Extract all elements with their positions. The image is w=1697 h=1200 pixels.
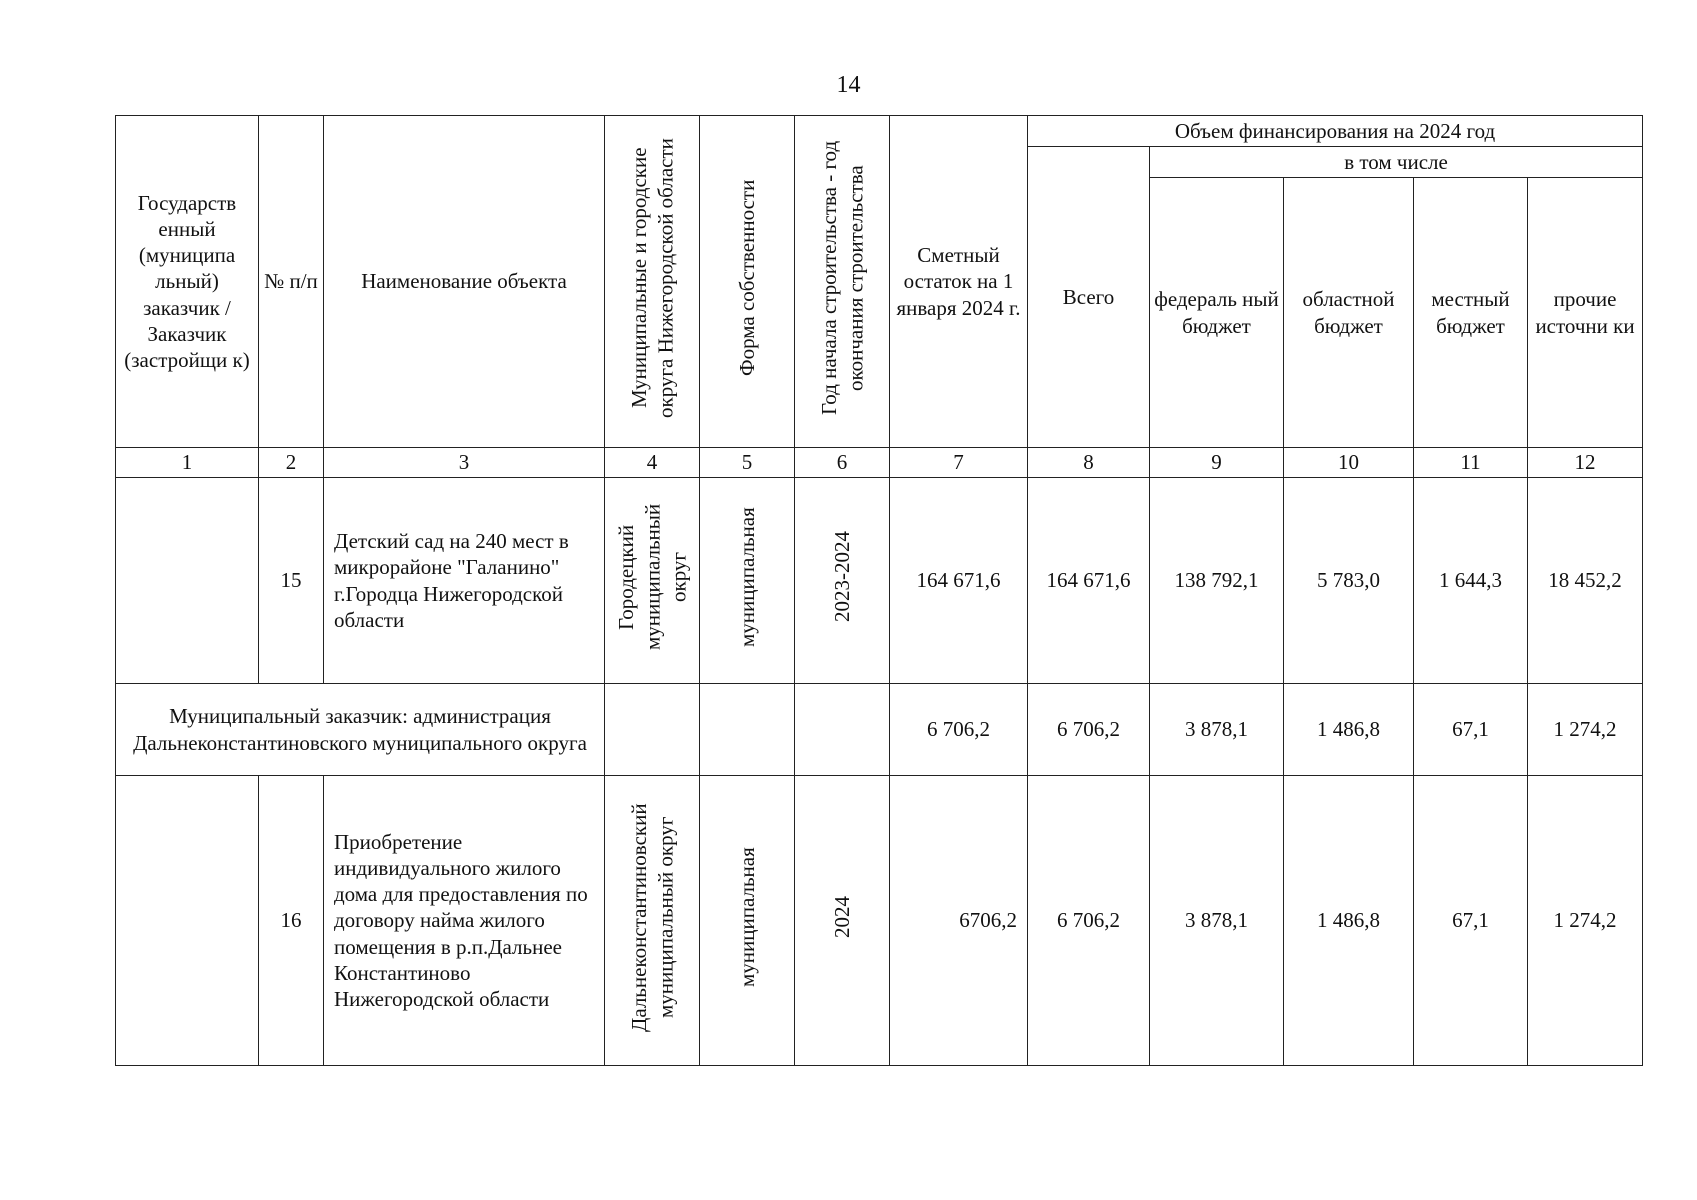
header-number: № п/п xyxy=(259,116,324,448)
table-row xyxy=(116,776,1643,1066)
header-balance: Сметный остаток на 1 января 2024 г. xyxy=(890,116,1028,448)
header-customer: Государств енный (муниципа льный) заказчик / Заказчик (застройщи к) xyxy=(116,116,259,448)
empty-cell xyxy=(700,684,795,776)
customer-group-row xyxy=(116,684,1643,776)
column-number: 10 xyxy=(1284,448,1414,478)
column-number: 11 xyxy=(1414,448,1528,478)
column-number: 8 xyxy=(1028,448,1150,478)
row-years xyxy=(795,478,890,684)
customer-group-name: Муниципальный заказчик: администрация Дальнеконстантиновского муниципального округа xyxy=(116,684,605,776)
row-balance: 164 671,6 xyxy=(890,478,1028,684)
row-balance: 6706,2 xyxy=(890,776,1028,1066)
header-other: прочие источни ки xyxy=(1528,178,1643,448)
row-regional: 5 783,0 xyxy=(1284,478,1414,684)
group-other: 1 274,2 xyxy=(1528,684,1643,776)
group-regional: 1 486,8 xyxy=(1284,684,1414,776)
row-ownership-text: муниципальная xyxy=(734,507,759,648)
column-number: 9 xyxy=(1150,448,1284,478)
row-other: 18 452,2 xyxy=(1528,478,1643,684)
column-number: 12 xyxy=(1528,448,1643,478)
header-row-1 xyxy=(116,116,1643,147)
group-local: 67,1 xyxy=(1414,684,1528,776)
header-years-text: Год начала строительства - год окончания строительства xyxy=(816,141,867,416)
row-number: 16 xyxy=(259,776,324,1066)
row-years xyxy=(795,776,890,1066)
row-ownership xyxy=(700,478,795,684)
row-customer xyxy=(116,776,259,1066)
column-number: 1 xyxy=(116,448,259,478)
row-federal: 138 792,1 xyxy=(1150,478,1284,684)
column-numbers-row xyxy=(116,448,1643,478)
row-district-text: Городецкий муниципальный округ xyxy=(613,504,691,651)
group-balance: 6 706,2 xyxy=(890,684,1028,776)
header-district-text: Муниципальные и городские округа Нижегородской области xyxy=(626,138,677,419)
row-ownership-text: муниципальная xyxy=(734,847,759,988)
row-district xyxy=(605,478,700,684)
financing-table xyxy=(115,115,1643,1066)
column-number: 6 xyxy=(795,448,890,478)
header-total: Всего xyxy=(1028,147,1150,448)
header-district xyxy=(605,116,700,448)
header-funding-group: Объем финансирования на 2024 год xyxy=(1028,116,1643,147)
header-federal: федераль ный бюджет xyxy=(1150,178,1284,448)
header-ownership xyxy=(700,116,795,448)
row-object-name: Приобретение индивидуального жилого дома для предоставления по договору найма жилого помещения в р.п.Дальнее Константиново Нижегородской области xyxy=(324,776,605,1066)
row-federal: 3 878,1 xyxy=(1150,776,1284,1066)
row-other: 1 274,2 xyxy=(1528,776,1643,1066)
column-number: 4 xyxy=(605,448,700,478)
empty-cell xyxy=(605,684,700,776)
row-years-text: 2024 xyxy=(829,896,854,939)
column-number: 2 xyxy=(259,448,324,478)
row-customer xyxy=(116,478,259,684)
row-district xyxy=(605,776,700,1066)
row-years-text: 2023-2024 xyxy=(829,531,854,623)
row-object-name: Детский сад на 240 мест в микрорайоне "Галанино" г.Городца Нижегородской области xyxy=(324,478,605,684)
page-number: 14 xyxy=(836,72,861,98)
header-years xyxy=(795,116,890,448)
row-total: 164 671,6 xyxy=(1028,478,1150,684)
row-total: 6 706,2 xyxy=(1028,776,1150,1066)
group-total: 6 706,2 xyxy=(1028,684,1150,776)
row-district-text: Дальнеконстантиновский муниципальный округ xyxy=(626,803,677,1032)
header-regional: областной бюджет xyxy=(1284,178,1414,448)
column-number: 7 xyxy=(890,448,1028,478)
column-number: 3 xyxy=(324,448,605,478)
row-local: 67,1 xyxy=(1414,776,1528,1066)
row-regional: 1 486,8 xyxy=(1284,776,1414,1066)
column-number: 5 xyxy=(700,448,795,478)
row-number: 15 xyxy=(259,478,324,684)
group-federal: 3 878,1 xyxy=(1150,684,1284,776)
header-ownership-text: Форма собственности xyxy=(734,180,759,377)
table-row xyxy=(116,478,1643,684)
empty-cell xyxy=(795,684,890,776)
row-ownership xyxy=(700,776,795,1066)
header-including: в том числе xyxy=(1150,147,1643,178)
header-local: местный бюджет xyxy=(1414,178,1528,448)
header-object-name: Наименование объекта xyxy=(324,116,605,448)
row-local: 1 644,3 xyxy=(1414,478,1528,684)
